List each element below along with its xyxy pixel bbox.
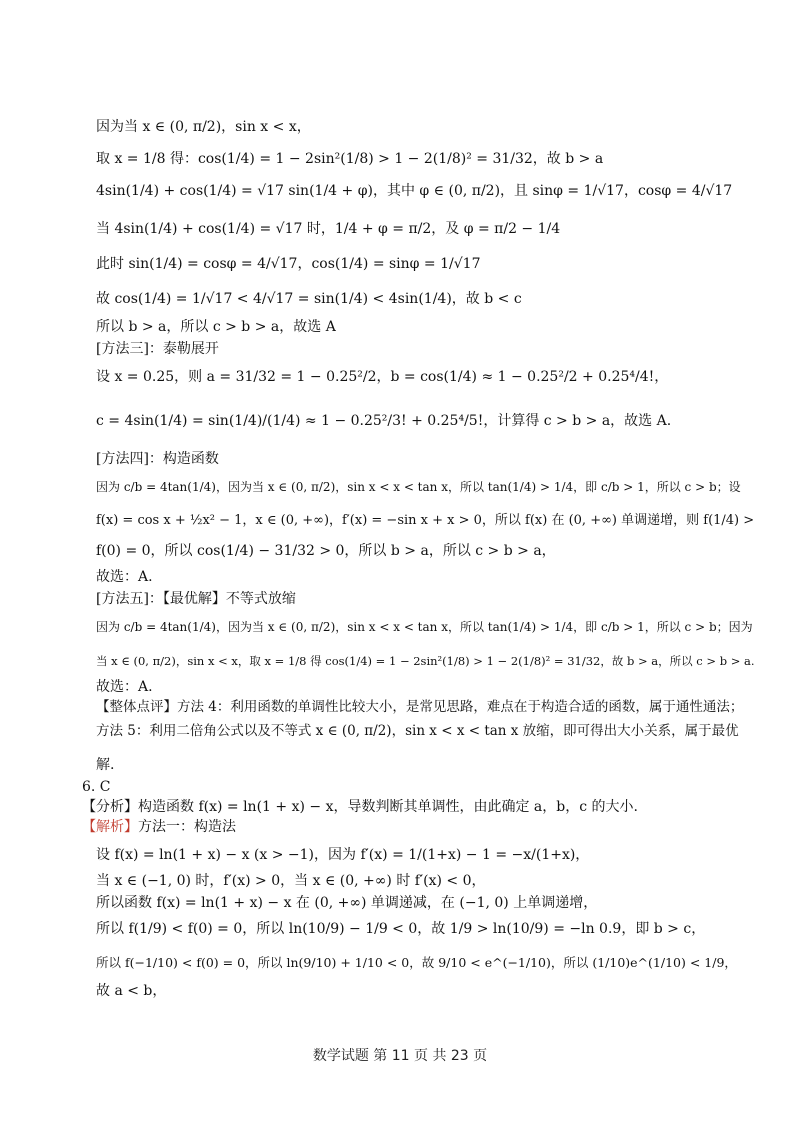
text-line: 因为 c/b = 4tan(1/4)，因为当 x ∈ (0, π/2)，sin x < x < tan x，所以 tan(1/4) > 1/4，即 c/b > 1，所以 c > b；设 (96, 480, 741, 494)
text-line: 设 x = 0.25，则 a = 31/32 = 1 − 0.25²/2，b = cos(1/4) ≈ 1 − 0.25²/2 + 0.25⁴/4!， (96, 369, 669, 385)
text-line: 故 cos(1/4) = 1/√17 < 4/√17 = sin(1/4) < 4sin(1/4)，故 b < c (96, 291, 522, 307)
analysis-line: 【分析】构造函数 f(x) = ln(1 + x) − x，导数判断其单调性，由此确定 a，b，c 的大小. (82, 799, 638, 815)
method-heading: [方法三]：泰勒展开 (96, 341, 219, 357)
text-line: 当 4sin(1/4) + cos(1/4) = √17 时，1/4 + φ = π/2，及 φ = π/2 − 1/4 (96, 221, 561, 237)
text-line: 当 x ∈ (−1, 0) 时，f′(x) > 0，当 x ∈ (0, +∞) 时 f′(x) < 0， (96, 873, 486, 889)
text-line: 所以 b > a，所以 c > b > a，故选 A (96, 319, 336, 335)
text-line: 此时 sin(1/4) = cosφ = 4/√17，cos(1/4) = sinφ = 1/√17 (96, 256, 481, 272)
text-line: 故 a < b， (96, 983, 167, 999)
solution-tag: 【解析】 (82, 819, 138, 835)
text-line: 所以 f(1/9) < f(0) = 0，所以 ln(10/9) − 1/9 < 0，故 1/9 > ln(10/9) = −ln 0.9，即 b > c， (96, 921, 706, 937)
text-line: 因为当 x ∈ (0, π/2)，sin x < x， (96, 119, 311, 135)
method-heading: [方法四]：构造函数 (96, 451, 219, 467)
overall-comment: 解. (96, 757, 115, 773)
text-line: 4sin(1/4) + cos(1/4) = √17 sin(1/4 + φ)，其中 φ ∈ (0, π/2)，且 sinφ = 1/√17，cosφ = 4/√17 (96, 183, 733, 199)
text-line: c = 4sin(1/4) = sin(1/4)/(1/4) ≈ 1 − 0.25²/3! + 0.25⁴/5!，计算得 c > b > a，故选 A. (96, 413, 672, 429)
text-line: 故选：A. (96, 679, 153, 695)
text-line: f(0) = 0，所以 cos(1/4) − 31/32 > 0，所以 b > a，所以 c > b > a， (96, 543, 556, 559)
text-line: 故选：A. (96, 569, 153, 585)
text-line: 所以 f(−1/10) < f(0) = 0，所以 ln(9/10) + 1/10 < 0，故 9/10 < e^(−1/10)，所以 (1/10)e^(1/10) < 1/9， (96, 955, 737, 970)
solution-method: 方法一：构造法 (138, 819, 236, 835)
text-line: 设 f(x) = ln(1 + x) − x (x > −1)，因为 f′(x) = 1/(1+x) − 1 = −x/(1+x)， (96, 847, 590, 863)
text-line: 所以函数 f(x) = ln(1 + x) − x 在 (0, +∞) 单调递减，在 (−1, 0) 上单调递增， (96, 895, 598, 911)
method-heading: [方法五]：【最优解】不等式放缩 (96, 591, 296, 607)
text-line: f(x) = cos x + ½x² − 1，x ∈ (0, +∞)，f′(x) = −sin x + x > 0，所以 f(x) 在 (0, +∞) 单调递增，则 f(1/4) > (96, 513, 755, 528)
overall-comment: 【整体点评】方法 4：利用函数的单调性比较大小，是常见思路，难点在于构造合适的函数，属于通性通法； (96, 699, 744, 715)
page-footer: 数学试题 第 11 页 共 23 页 (312, 1048, 488, 1064)
overall-comment: 方法 5：利用二倍角公式以及不等式 x ∈ (0, π/2)，sin x < x < tan x 放缩，即可得出大小关系，属于最优 (96, 723, 739, 739)
solution-heading (82, 818, 236, 836)
text-line: 因为 c/b = 4tan(1/4)，因为当 x ∈ (0, π/2)，sin x < x < tan x，所以 tan(1/4) > 1/4，即 c/b > 1，所以 c > b；因为 (96, 620, 753, 634)
question-number: 6. C (82, 779, 111, 795)
text-line: 取 x = 1/8 得：cos(1/4) = 1 − 2sin²(1/8) > 1 − 2(1/8)² = 31/32，故 b > a (96, 151, 604, 167)
text-line: 当 x ∈ (0, π/2)，sin x < x，取 x = 1/8 得 cos(1/4) = 1 − 2sin²(1/8) > 1 − 2(1/8)² = 31/32，故 b > a，所以 c > b > a. (96, 654, 755, 668)
